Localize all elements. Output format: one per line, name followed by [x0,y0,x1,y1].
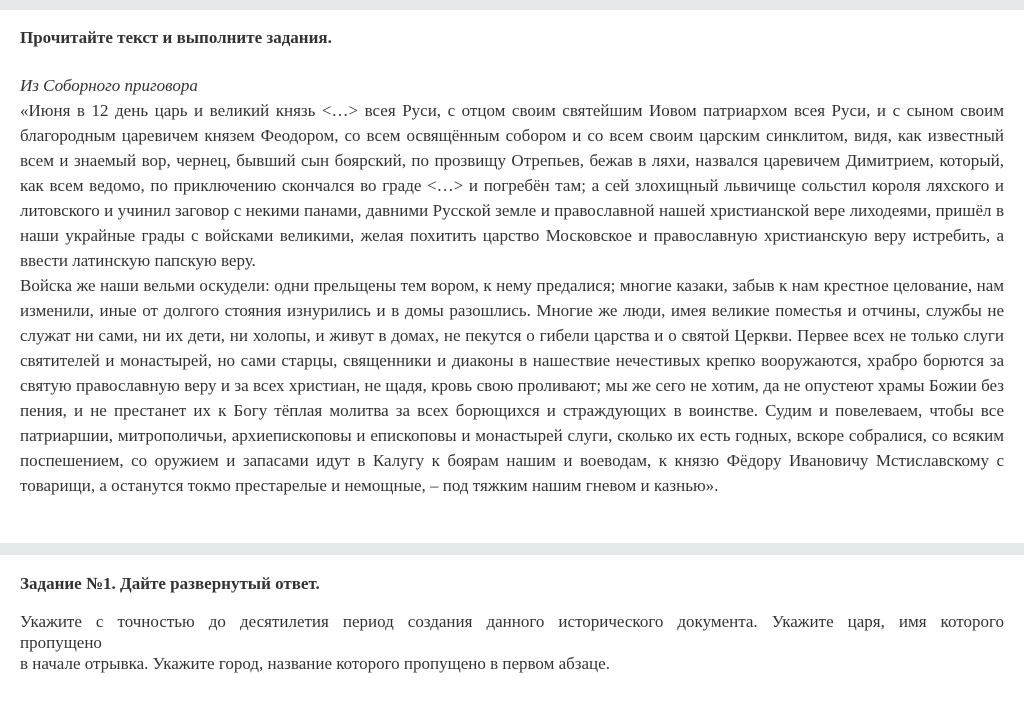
task-line-3: в начале отрывка. Укажите город, название которого пропущено в первом абзаце. [20,654,610,673]
task-section [0,555,1024,674]
source-paragraph-2: Войска же наши вельми оскудели: одни прельщены тем вором, к нему предалися; многие казаки, забыв к нам крестное целование, нам изменили, иные от долгого стояния изнурились и в домы разошлись. Многие же люди, имея великие поместья и отчины, службы не служат ни сами, ни их дети, ни холопы, и живут в домах, не пекутся о гибели царства и о святой Церкви. Первее всех не только слуги святителей и монастырей, но сами старцы, священники и диаконы в нашествие нечестивых крепко вооружаются, храбро борются за святую православную веру и за всех христиан, не щадя, кровь свою проливают; мы же сего не хотим, да не опустеют храмы Божии без пения, и не престанет их к Богу тёплая молитва за всех борющихся и страждующих в воинстве. Судим и повелеваем, чтобы все патриаршии, митрополичьи, архиепископовы и епископовы и монастырей слуги, сколько их есть годных, вскоре собралися, со всяким поспешением, со оружием и запасами идут в Калугу к боярам нашим и воеводам, к князю Фёдору Ивановичу Мстиславскому с товарищи, а останутся токмо престарелые и немощные, – под тяжким нашим гневом и казнью». [20,276,1004,495]
source-paragraph-1: «Июня в 12 день царь и великий князь <…> всея Руси, с отцом своим святейшим Иовом патриархом всея Руси, и с сыном своим благородным царевичем князем Феодором, со всем освящённым собором и со всем своим царским синклитом, видя, как известный всем и знаемый вор, чернец, бывший сын боярский, по прозвищу Отрепьев, бежав в ляхи, назвался царевичем Димитрием, который, как всем ведомо, по приключению скончался во граде <…> и погребён там; а сей злохищный львичище сольстил короля ляхского и литовского и учинил заговор с некими панами, давними Русской земле и православной нашей христианской вере лиходеями, пришёл в наши украйные грады с войсками великими, желая похитить царство Московское и православную христианскую веру истребить, а ввести латинскую папскую веру. [20,101,1004,270]
task-title: Задание №1. Дайте развернутый ответ. [20,574,320,593]
source-text-section [0,10,1024,543]
source-title: Из Соборного приговора [20,76,198,95]
instruction-heading: Прочитайте текст и выполните задания. [20,28,332,47]
task-line-2: пропущено [20,633,102,652]
task-line-1: Укажите с точностью до десятилетия период создания данного исторического документа. Укажите царя, имя которого [20,612,1004,631]
task-question [20,611,1004,674]
top-divider [0,0,1024,10]
section-divider [0,543,1024,555]
